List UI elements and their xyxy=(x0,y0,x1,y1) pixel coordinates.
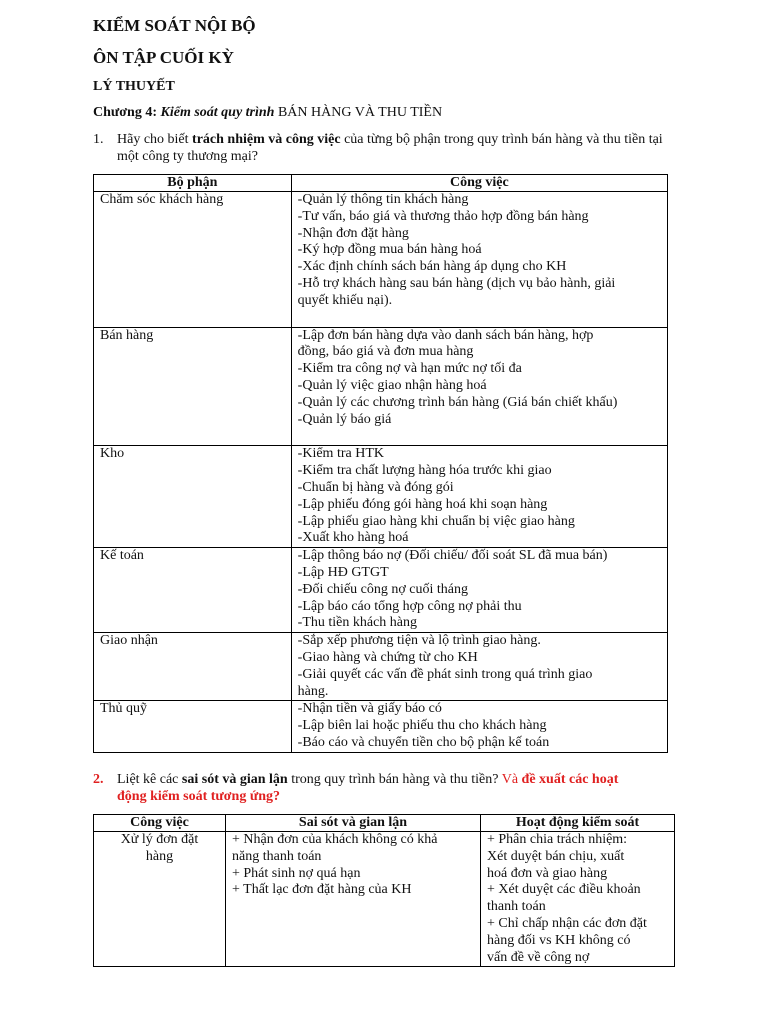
q2-red-bold-1: đề xuất các hoạt xyxy=(521,772,619,787)
task-cell xyxy=(94,832,226,967)
q1-text-bold: trách nhiệm và công việc xyxy=(192,132,341,147)
table-row xyxy=(94,701,668,752)
task-line: -Thu tiền khách hàng xyxy=(297,615,418,631)
task-line: quyết khiếu nại). xyxy=(297,292,393,308)
q2-text xyxy=(117,771,677,805)
chapter-heading xyxy=(93,104,442,122)
q2-red-bold-2: động kiểm soát tương ứng? xyxy=(117,789,281,804)
errors-line: + Thất lạc đơn đặt hàng của KH xyxy=(232,882,412,898)
department-cell: Chăm sóc khách hàng xyxy=(94,192,292,328)
controls-line: + Xét duyệt các điều khoản xyxy=(487,882,641,898)
task-line: -Lập biên lai hoặc phiếu thu cho khách hàng xyxy=(297,718,547,734)
controls-line: + Phân chia trách nhiệm: xyxy=(487,832,628,847)
table-header-row xyxy=(94,175,668,192)
header-tasks: Công việc xyxy=(291,175,667,192)
task-line: -Xác định chính sách bán hàng áp dụng cho KH xyxy=(297,259,567,275)
q1-text-b: của từng bộ phận trong quy trình bán hàng và thu tiền tại xyxy=(340,132,663,147)
header-department: Bộ phận xyxy=(94,175,292,192)
table-row xyxy=(94,327,668,446)
task-line: -Báo cáo và chuyển tiền cho bộ phận kế toán xyxy=(297,734,550,750)
task-line: -Chuẩn bị hàng và đóng gói xyxy=(297,479,454,495)
task-line: -Lập thông báo nợ (Đối chiếu/ đối soát SL đã mua bán) xyxy=(297,548,608,564)
task-line: -Giao hàng và chứng từ cho KH xyxy=(297,649,478,665)
task-line: -Lập báo cáo tổng hợp công nợ phải thu xyxy=(297,598,522,614)
task-line: -Kiểm tra HTK xyxy=(297,446,384,462)
chapter-rest: BÁN HÀNG VÀ THU TIỀN xyxy=(274,105,443,120)
task-line: -Giải quyết các vấn đề phát sinh trong quá trình giao xyxy=(297,666,593,682)
document-subtitle: ÔN TẬP CUỐI KỲ xyxy=(93,48,234,67)
task-line: -Quản lý thông tin khách hàng xyxy=(297,192,469,207)
table-row xyxy=(94,832,675,967)
tasks-cell xyxy=(291,633,667,701)
task-line: -Lập đơn bán hàng dựa vào danh sách bán hàng, hợp xyxy=(297,327,594,343)
task-line: Xử lý đơn đặt xyxy=(120,832,199,847)
controls-line: thanh toán xyxy=(487,899,546,915)
task-line: -Nhận tiền và giấy báo có xyxy=(297,701,442,717)
department-cell: Thủ quỹ xyxy=(94,701,292,752)
q2-text-b: trong quy trình bán hàng và thu tiền? xyxy=(287,772,502,787)
tasks-cell xyxy=(291,327,667,446)
task-line: hàng. xyxy=(297,683,329,699)
task-line: -Tư vấn, báo giá và thương thảo hợp đồng bán hàng xyxy=(297,208,589,224)
header-controls: Hoạt động kiểm soát xyxy=(481,815,675,832)
table-row xyxy=(94,446,668,548)
q2-text-a: Liệt kê các xyxy=(117,772,182,787)
task-line: -Quản lý việc giao nhận hàng hoá xyxy=(297,377,487,393)
department-cell: Kho xyxy=(94,446,292,548)
tasks-cell xyxy=(291,446,667,548)
section-heading: LÝ THUYẾT xyxy=(93,79,175,94)
task-line: -Sắp xếp phương tiện và lộ trình giao hàng. xyxy=(297,633,541,649)
tasks-cell xyxy=(291,701,667,752)
controls-line: hàng đối vs KH không có xyxy=(487,932,631,948)
errors-line: năng thanh toán xyxy=(232,848,322,864)
task-line: -Kiểm tra chất lượng hàng hóa trước khi giao xyxy=(297,463,552,479)
task-line: đồng, báo giá và đơn mua hàng xyxy=(297,344,474,360)
table-row xyxy=(94,548,668,633)
q2-red-a: Và xyxy=(501,772,522,787)
errors-controls-table xyxy=(93,814,675,967)
task-line: -Lập phiếu giao hàng khi chuẩn bị việc giao hàng xyxy=(297,513,575,529)
q2-number: 2. xyxy=(93,772,104,787)
task-line: -Xuất kho hàng hoá xyxy=(297,530,409,546)
task-line: -Lập phiếu đóng gói hàng hoá khi soạn hàng xyxy=(297,496,548,512)
task-line: -Lập HĐ GTGT xyxy=(297,564,389,580)
q1-number: 1. xyxy=(93,132,104,147)
tasks-cell xyxy=(291,192,667,328)
task-line: -Quản lý báo giá xyxy=(297,411,392,427)
task-line: -Nhận đơn đặt hàng xyxy=(297,225,409,241)
chapter-italic: Kiểm soát quy trình xyxy=(160,105,275,120)
task-line: -Ký hợp đồng mua bán hàng hoá xyxy=(297,242,482,258)
q2-text-bold: sai sót và gian lận xyxy=(181,772,288,787)
task-line: -Hỗ trợ khách hàng sau bán hàng (dịch vụ bảo hành, giải xyxy=(297,275,616,291)
q1-text-a: Hãy cho biết xyxy=(117,132,193,147)
controls-line: Xét duyệt bán chịu, xuất xyxy=(487,848,625,864)
document-title: KIỂM SOÁT NỘI BỘ xyxy=(93,16,256,35)
table-row xyxy=(94,633,668,701)
task-line: -Quản lý các chương trình bán hàng (Giá bán chiết khấu) xyxy=(297,394,618,410)
q1-text-c: một công ty thương mại? xyxy=(117,149,258,164)
responsibilities-table xyxy=(93,174,668,753)
controls-line: + Chỉ chấp nhận các đơn đặt xyxy=(487,915,647,931)
table-row xyxy=(94,192,668,328)
controls-line: hoá đơn và giao hàng xyxy=(487,865,608,881)
errors-line: + Nhận đơn của khách không có khả xyxy=(232,832,438,847)
controls-line: vấn đề về công nợ xyxy=(487,949,590,965)
department-cell: Bán hàng xyxy=(94,327,292,446)
q1-text xyxy=(117,131,677,165)
tasks-cell xyxy=(291,548,667,633)
errors-line: + Phát sinh nợ quá hạn xyxy=(232,865,361,881)
header-task: Công việc xyxy=(94,815,226,832)
task-line: hàng xyxy=(145,848,174,864)
errors-cell xyxy=(226,832,481,967)
table-header-row xyxy=(94,815,675,832)
department-cell: Giao nhận xyxy=(94,633,292,701)
task-line: -Đối chiếu công nợ cuối tháng xyxy=(297,581,468,597)
chapter-prefix: Chương 4: xyxy=(93,105,161,120)
controls-cell xyxy=(481,832,675,967)
department-cell: Kế toán xyxy=(94,548,292,633)
header-errors: Sai sót và gian lận xyxy=(226,815,481,832)
task-line: -Kiểm tra công nợ và hạn mức nợ tối đa xyxy=(297,361,522,377)
